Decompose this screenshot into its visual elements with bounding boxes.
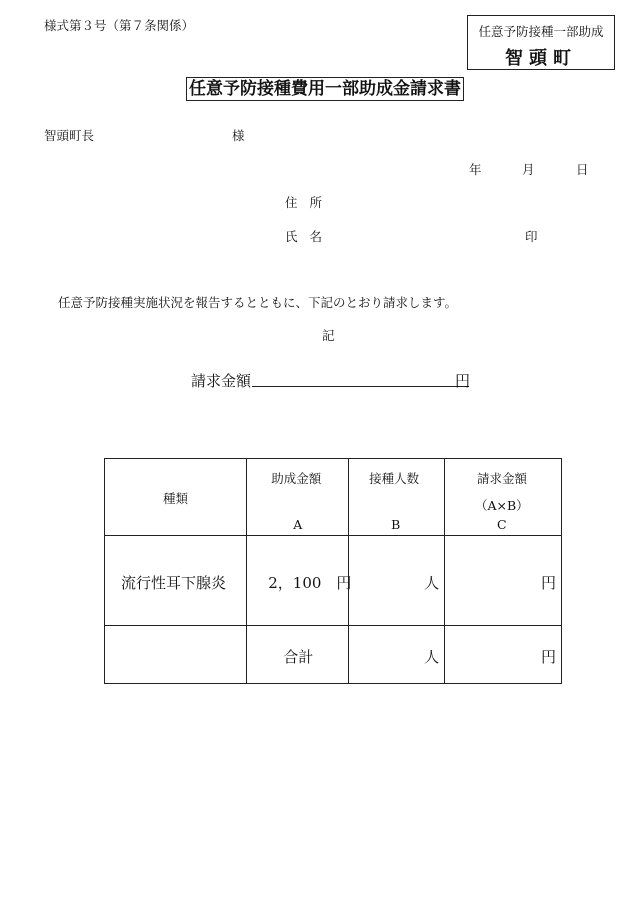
header-count-cell <box>349 459 445 536</box>
header-subsidy-cell <box>247 459 349 536</box>
claim-amount-unit: 円 <box>455 372 471 390</box>
ki-label: 記 <box>322 328 335 343</box>
total-count-unit: 人 <box>424 648 440 666</box>
document-title: 任意予防接種費用一部助成金請求書 <box>186 77 464 101</box>
total-claim-unit: 円 <box>540 648 556 666</box>
header-claim-formula: （A×B） <box>474 498 529 513</box>
row-subsidy: 2，100 円 <box>268 574 352 592</box>
addressee-honorific: 様 <box>232 128 245 143</box>
total-count-cell[interactable] <box>349 626 445 684</box>
row-claim-cell[interactable] <box>444 536 561 626</box>
header-subsidy: 助成金額 <box>271 471 322 486</box>
header-subsidy-code: A <box>293 517 303 532</box>
header-count: 接種人数 <box>369 471 420 486</box>
name-label: 氏名 <box>285 229 335 244</box>
header-type-cell <box>105 459 247 536</box>
date-day-label: 日 <box>576 162 589 177</box>
addressee-name: 智頭町長 <box>44 128 95 143</box>
row-subsidy-cell <box>247 536 352 626</box>
stamp-town: 智頭町 <box>505 48 577 69</box>
header-count-code: B <box>391 517 401 532</box>
table-header-row <box>105 459 562 536</box>
form-number: 様式第３号（第７条関係） <box>44 18 195 33</box>
claim-table <box>104 458 562 684</box>
row-type: 流行性耳下腺炎 <box>121 574 227 592</box>
header-claim-cell <box>444 459 561 536</box>
row-count-cell[interactable] <box>349 536 445 626</box>
claim-amount-field[interactable] <box>252 386 469 387</box>
total-empty-cell <box>105 626 247 684</box>
total-label: 合計 <box>283 648 314 666</box>
table-row <box>105 536 562 626</box>
subsidy-stamp-box <box>467 15 615 70</box>
row-type-cell <box>105 536 247 626</box>
date-month-label: 月 <box>522 162 535 177</box>
seal-label: 印 <box>525 229 538 244</box>
body-text: 任意予防接種実施状況を報告するとともに、下記のとおり請求します。 <box>58 295 458 310</box>
header-claim: 請求金額 <box>476 471 527 486</box>
row-count-unit: 人 <box>424 574 440 592</box>
header-claim-code: C <box>496 517 507 532</box>
address-label: 住所 <box>285 195 335 210</box>
date-year-label: 年 <box>469 162 482 177</box>
stamp-label: 任意予防接種一部助成 <box>478 24 604 39</box>
row-claim-unit: 円 <box>540 574 556 592</box>
claim-amount-label: 請求金額 <box>191 372 252 390</box>
total-claim-cell[interactable] <box>444 626 561 684</box>
header-type: 種類 <box>163 491 189 506</box>
table-total-row <box>105 626 562 684</box>
total-label-cell <box>247 626 349 684</box>
